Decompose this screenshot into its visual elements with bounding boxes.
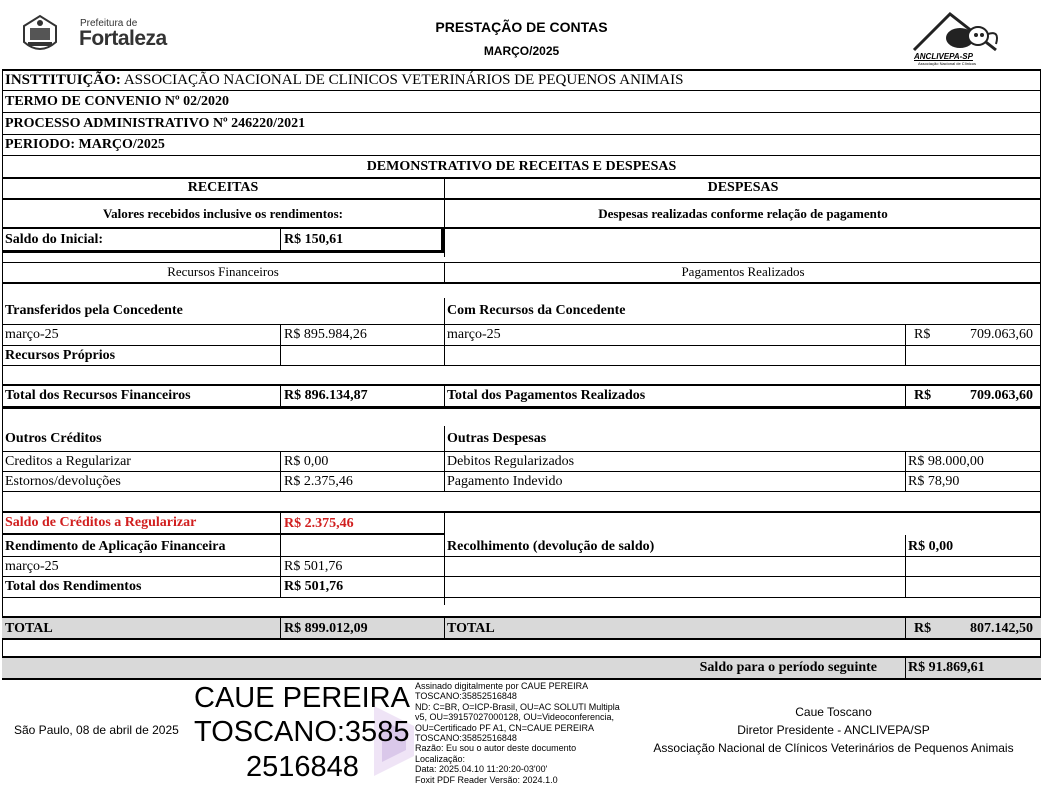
sig-detail-line: v5, OU=39157027000128, OU=Videoconferencia, xyxy=(415,712,614,723)
total-pagamentos-value: 709.063,60 xyxy=(970,388,1033,403)
sig-detail-line: TOSCANO:35852516848 xyxy=(415,733,517,744)
saldo-creditos-value: R$ 2.375,46 xyxy=(284,516,354,531)
pagamentos-realizados-heading: Pagamentos Realizados xyxy=(681,264,805,279)
termo-convenio: TERMO DE CONVENIO Nº 02/2020 xyxy=(5,94,229,109)
instituicao-label: INSTTITUIÇÃO: xyxy=(5,72,121,88)
pagamento-indevido-label: Pagamento Indevido xyxy=(447,474,563,489)
saldo-seguinte-label: Saldo para o período seguinte xyxy=(699,660,877,675)
debitos-regularizados-label: Debitos Regularizados xyxy=(447,454,575,469)
sig-detail-line: Razão: Eu sou o autor deste documento xyxy=(415,743,577,754)
signature-name-line2: TOSCANO:3585 xyxy=(194,716,410,748)
total-despesas-value: 807.142,50 xyxy=(970,621,1033,636)
instituicao-row xyxy=(5,71,683,89)
sig-detail-line: OU=Certificado PF A1, CN=CAUE PEREIRA xyxy=(415,722,595,733)
processo-administrativo: PROCESSO ADMINISTRATIVO Nº 246220/2021 xyxy=(5,116,306,131)
signer-name: Caue Toscano xyxy=(795,705,872,719)
saldo-inicial-value: R$ 150,61 xyxy=(284,232,344,247)
recolhimento-label: Recolhimento (devolução de saldo) xyxy=(447,539,655,554)
total-receitas-value: R$ 899.012,09 xyxy=(284,621,368,636)
total-rendimentos-value: R$ 501,76 xyxy=(284,579,344,594)
despesa-mes-label: março-25 xyxy=(447,327,501,342)
sig-detail-line: TOSCANO:35852516848 xyxy=(415,691,517,702)
rendimento-mes-value: R$ 501,76 xyxy=(284,559,343,574)
outras-despesas-label: Outras Despesas xyxy=(447,431,547,446)
total-receitas-label: TOTAL xyxy=(5,621,53,636)
signer-role: Diretor Presidente - ANCLIVEPA/SP xyxy=(737,723,930,737)
signer-org: Associação Nacional de Clínicos Veterinários de Pequenos Animais xyxy=(653,741,1014,755)
sig-detail-line: Foxit PDF Reader Versão: 2024.1.0 xyxy=(415,774,558,785)
rendimento-label: Rendimento de Aplicação Financeira xyxy=(5,539,226,554)
city-logo-small-text: Prefeitura de xyxy=(80,18,138,29)
total-despesas-label: TOTAL xyxy=(447,621,495,636)
pagamento-indevido-value: R$ 78,90 xyxy=(908,474,960,489)
outros-creditos-label: Outros Créditos xyxy=(5,431,102,446)
place-date: São Paulo, 08 de abril de 2025 xyxy=(14,723,179,737)
recursos-financeiros-heading: Recursos Financeiros xyxy=(167,264,279,279)
receitas-subheading: Valores recebidos inclusive os rendimentos: xyxy=(102,206,344,221)
demonstrativo-title: DEMONSTRATIVO DE RECEITAS E DESPESAS xyxy=(366,159,677,174)
animals-logo-icon xyxy=(910,8,1006,54)
instituicao-value: ASSOCIAÇÃO NACIONAL DE CLINICOS VETERINÁRIOS DE PEQUENOS ANIMAIS xyxy=(123,72,684,88)
total-recursos-label: Total dos Recursos Financeiros xyxy=(5,388,191,403)
signature-name-line3: 2516848 xyxy=(246,751,359,783)
saldo-inicial-label: Saldo do Inicial: xyxy=(5,232,104,247)
sig-detail-line: Data: 2025.04.10 11:20:20-03'00' xyxy=(415,764,548,775)
city-logo-big-text: Fortaleza xyxy=(79,27,167,50)
despesa-mes-value: 709.063,60 xyxy=(970,327,1033,342)
page-subtitle: MARÇO/2025 xyxy=(483,44,560,58)
signature-details xyxy=(415,681,640,785)
rendimento-mes-label: março-25 xyxy=(5,559,59,574)
com-recursos-label: Com Recursos da Concedente xyxy=(447,303,626,318)
periodo: PERIODO: MARÇO/2025 xyxy=(5,137,165,152)
assoc-logo-subtext: Associação Nacional de Clínicos xyxy=(918,61,977,66)
page-title: PRESTAÇÃO DE CONTAS xyxy=(435,19,608,35)
receita-mes-value: R$ 895.984,26 xyxy=(284,327,367,342)
assoc-logo xyxy=(910,8,1006,66)
despesas-heading: DESPESAS xyxy=(707,180,779,195)
estornos-label: Estornos/devoluções xyxy=(5,474,121,489)
total-recursos-value: R$ 896.134,87 xyxy=(284,388,368,403)
transferidos-label: Transferidos pela Concedente xyxy=(5,303,183,318)
signature-name-line1: CAUE PEREIRA xyxy=(194,682,410,714)
debitos-regularizados-value: R$ 98.000,00 xyxy=(908,454,984,469)
sig-detail-line: Assinado digitalmente por CAUE PEREIRA xyxy=(415,681,589,691)
total-rendimentos-label: Total dos Rendimentos xyxy=(5,579,142,594)
sig-detail-line: ND: C=BR, O=ICP-Brasil, OU=AC SOLUTI Multipla xyxy=(415,701,620,712)
recursos-proprios-label: Recursos Próprios xyxy=(5,348,116,363)
creditos-regularizar-label: Creditos a Regularizar xyxy=(5,454,131,469)
total-pagamentos-currency: R$ xyxy=(914,388,932,403)
assoc-logo-text: ANCLIVEPA-SP xyxy=(914,52,973,61)
receitas-heading: RECEITAS xyxy=(187,180,259,195)
sig-detail-line: Localização: xyxy=(415,753,466,764)
creditos-regularizar-value: R$ 0,00 xyxy=(284,454,329,469)
recolhimento-value: R$ 0,00 xyxy=(908,539,954,554)
total-despesas-currency: R$ xyxy=(914,621,932,636)
despesas-subheading: Despesas realizadas conforme relação de pagamento xyxy=(598,206,888,221)
despesa-mes-currency: R$ xyxy=(914,327,931,342)
saldo-seguinte-value: R$ 91.869,61 xyxy=(908,660,985,675)
receita-mes-label: março-25 xyxy=(5,327,59,342)
estornos-value: R$ 2.375,46 xyxy=(284,474,353,489)
saldo-creditos-label: Saldo de Créditos a Regularizar xyxy=(5,515,197,530)
total-pagamentos-label: Total dos Pagamentos Realizados xyxy=(447,388,646,403)
